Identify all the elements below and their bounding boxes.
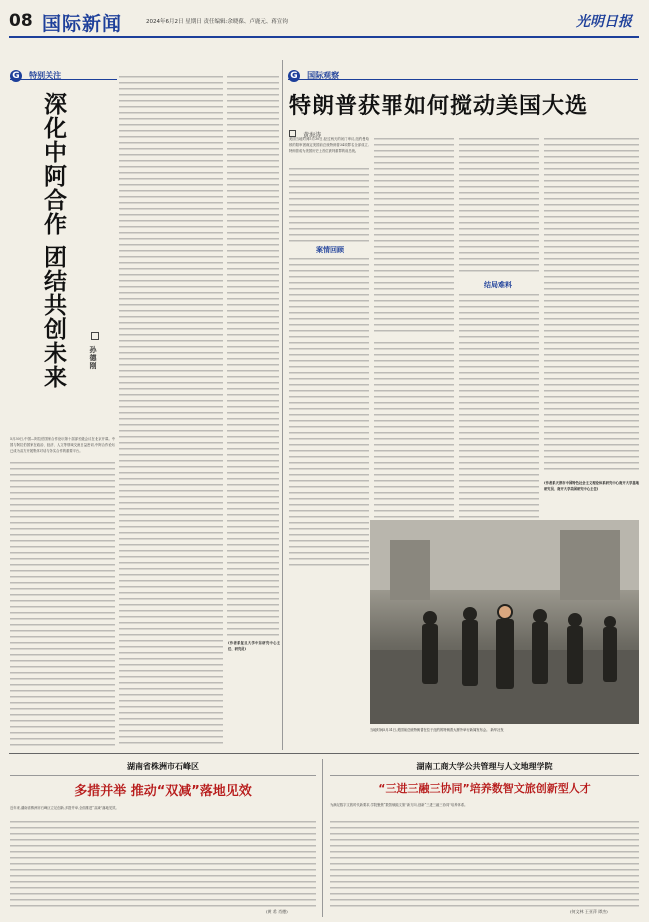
right-body-col-1-lines [289, 166, 369, 243]
news-photo [370, 520, 639, 724]
photo-scene [370, 520, 639, 724]
ad-right-body: 为满足数字文旅时代新要求,学院聚焦“数智赋能文旅”新方向,创新“三进三融三协同”培养体系。 [330, 803, 468, 807]
edition-line: 2024年6月2日 星期日 责任编辑:余晓葆、卢鹿元、蒋宣钧 [146, 19, 288, 25]
right-body-col-1b [289, 256, 369, 568]
left-author: 孙德刚 [88, 332, 102, 392]
subhead-outcome-uncertain: 结局难料 [484, 281, 512, 289]
ad-right-body-lines [330, 819, 639, 907]
left-body-col-1: 5月30日,中国—阿拉伯国家合作论坛第十届部长级会议在北京开幕。中国与阿拉伯国家在政治、经济、人文等领域交流日益密切,中阿合作论坛已成为双方开展集体对话与务实合作的重要平台。 [10, 437, 115, 453]
right-source-note: (作者系天津市中国特色社会主义理论体系研究中心南开大学基地研究员、南开大学美国研究中心主任) [544, 481, 639, 491]
right-author-row: 黄海涛 [289, 122, 369, 132]
ad-right-title: “三进三融三协同”培养数智文旅创新型人才 [378, 782, 591, 795]
left-headline: 深化中阿合作 团结共创未来 [40, 92, 66, 390]
ad-divider [322, 759, 323, 917]
ad-left-org: 湖南省株洲市石峰区 [127, 762, 199, 771]
column-divider [282, 60, 283, 750]
page-header [0, 0, 649, 36]
left-body-col-3 [227, 74, 279, 638]
left-column-label: 特别关注 [29, 71, 62, 80]
ad-right-sign: (何文林 王亚萍 谭杰) [570, 909, 608, 914]
left-label-rule [10, 79, 117, 80]
header-rule [9, 36, 639, 38]
right-body-col-4 [544, 136, 639, 474]
author-box-icon [91, 332, 99, 340]
right-label-rule [288, 79, 638, 80]
ad-left-title: 多措并举 推动“双减”落地见效 [74, 784, 252, 799]
left-body-col-2 [119, 74, 223, 748]
right-headline: 特朗普获罪如何搅动美国大选 [289, 94, 589, 119]
right-body-col-2a [374, 136, 454, 336]
left-column-label-row [10, 63, 130, 81]
ad-right-org-rule [330, 775, 639, 776]
left-body-col-1-lines [10, 460, 115, 748]
left-source-note: (作者系复旦大学中东研究中心主任、研究员) [228, 641, 280, 651]
ad-right-org: 湖南工商大学公共管理与人文地理学院 [416, 762, 553, 771]
right-body-col-3a [459, 136, 539, 276]
ad-left-sign: (黄 希 肖德) [266, 909, 288, 914]
right-column-label-row [288, 63, 408, 81]
subhead-case-review: 案情回顾 [316, 246, 344, 254]
ad-left-org-rule [10, 775, 316, 776]
ad-left-body-lines [10, 819, 316, 907]
badge-g-icon: G [288, 70, 300, 82]
right-body-col-1: 美国当地时间5月30日,经过两天的闭门审议,纽约曼哈顿的陪审团裁定美国前总统特朗普34项罪名全部成立,特朗普成为美国历史上首位被判重罪的前总统。 [289, 137, 369, 153]
masthead-logo: 光明日报 [576, 14, 632, 30]
page-number: 08 [9, 11, 33, 31]
ad-left-body: 近年来,湖南省株洲市石峰区立足创新,多措并举,全面推进“双减”落地见效。 [10, 806, 119, 810]
right-column-label: 国际观察 [307, 71, 340, 80]
ad-section-rule [9, 753, 639, 754]
badge-g-icon: G [10, 70, 22, 82]
section-title: 国际新闻 [42, 13, 123, 35]
ad-left [10, 759, 316, 919]
photo-caption: 当地时间5月31日,美国前总统特朗普在位于纽约的特朗普大厦外举行新闻发布会。 新华社发 [370, 728, 504, 732]
ad-right [330, 759, 639, 919]
